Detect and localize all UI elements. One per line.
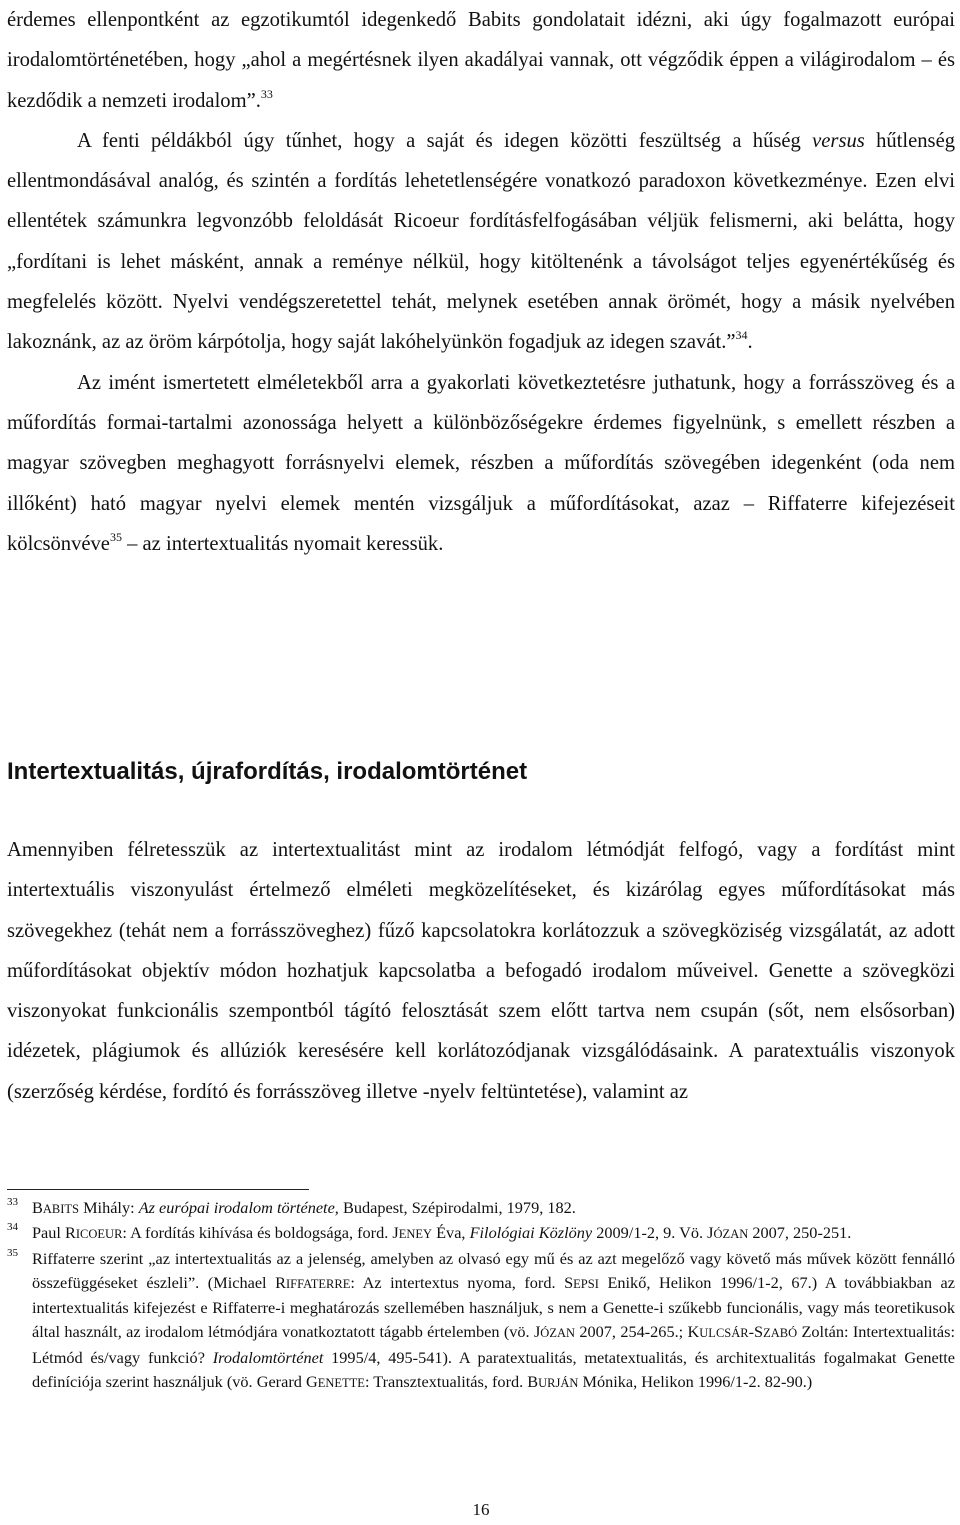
footnote-text: 2007, 250-251. [748, 1223, 852, 1243]
paragraph [7, 121, 955, 363]
page-number: 16 [472, 1500, 490, 1519]
footnote-text: Riffaterre szerint „az intertextualitás az a jelenség, amelyben az olvasó egy mű és az azt megelőző vagy követő más művek között fennálló összefüggéseket észleli”. (Michael R [32, 1248, 955, 1292]
footnote-33 [7, 1196, 955, 1221]
small-caps-text: ENETTE [317, 1376, 365, 1391]
paragraph-text: Az imént ismertetett elméletekből arra a gyakorlati következtetésre juthatunk, hogy a forrásszöveg és a műfordítás formai-tartalmi azonossága helyett a különbözőségekre érdemes figyelnünk, s emellett részben a magyar szövegben meghagyott forrásnyelvi elemek, részben a műfordítás szövegében idegenként (oda nem illőként) ható magyar nyelvi elemek mentén vizsgáljuk a műfordításokat, azaz – Riffaterre kifejezéseit kölcsönvéve [7, 371, 955, 555]
footnote-text: -S [748, 1322, 764, 1342]
small-caps-text: ULCSÁR [699, 1326, 749, 1341]
footnote-text: 2009/1-2, 9. Vö. J [592, 1223, 714, 1243]
footnote-text: Mihály: [79, 1198, 139, 1217]
paragraph-text: hűtlenség ellentmondásával analóg, és szintén a fordítás lehetetlenségére vonatkozó paradoxon következménye. Ezen elvi ellentétek számunkra legvonzóbb feloldását Ricoeur fordításfelfogásában véljük felismerni, aki belátta, hogy „fordítani is lehet másként, annak a reménye nélkül, hogy kitöltenénk a távolságot teljes egyenértékűség és megfelelés között. Nyelvi vendégszeretettel tehát, melynek esetében annak örömét, hogy a másik nyelvében lakoznánk, az az öröm kárpótolja, hogy saját lakóhelyünkön fogadjuk az idegen szavát.” [7, 129, 956, 354]
body-text [7, 0, 955, 564]
footnote-number: 35 [7, 1246, 18, 1259]
punctuation: . [747, 331, 753, 354]
footnotes [7, 1196, 955, 1395]
footnote-text: Zoltán: Intertextualitás: Létmód és/vagy funkció? [32, 1322, 955, 1367]
small-caps-text: ENEY [398, 1227, 433, 1242]
footnote-ref[interactable]: 33 [260, 86, 273, 101]
paragraph [7, 0, 955, 121]
book-title: Az európai irodalom története, [138, 1198, 339, 1217]
section-heading: Intertextualitás, újrafordítás, irodalomtörténet [7, 758, 528, 785]
small-caps-text: IFFATERRE [286, 1276, 351, 1291]
footnote-ref[interactable]: 34 [735, 328, 748, 343]
small-caps-text: ÓZAN [540, 1326, 576, 1341]
footnote-number: 33 [7, 1196, 18, 1208]
journal-title: Filológiai Közlöny [469, 1223, 593, 1243]
paragraph: Amennyiben félretesszük az intertextualitást mint az irodalom létmódját felfogó, vagy a fordítást mint intertextuális viszonyulást értelmező elméleti megközelítéseket, és kizárólag egyes műfordításokat más szövegekhez (tehát nem a forrásszöveghez) fűző kapcsolatokra korlátozzuk a szövegköziség vizsgálatát, az adott műfordításokat objektív módon hozhatjuk kapcsolatba a befogadó irodalom műveivel. Genette a szövegközi viszonyokat funkcionális szempontból tágító felosztását szem előtt tartva nem csupán (sőt, nem elsősorban) idézetek, plágiumok és allúziók keresésére kell korlátozódjanak vizsgálódásaink. A paratextuális viszonyok (szerzőség kérdése, fordító és forrásszöveg illetve -nyelv feltüntetése), valamint az [7, 839, 955, 1103]
emphasis: versus [812, 129, 865, 152]
small-caps-text: ÓZAN [713, 1227, 749, 1242]
paragraph-text: érdemes ellenpontként az egzotikumtól idegenkedő Babits gondolatait idézni, aki úgy fogalmazott európai irodalomtörténetében, hogy „ahol a megértésnek ilyen akadályai vannak, ott végződik éppen a világirodalom – és kezdődik a nemzeti irodalom”. [7, 9, 955, 112]
footnote-text: B [32, 1198, 43, 1217]
paragraph [7, 363, 955, 564]
footnote-text: 2007, 254-265.; K [575, 1322, 700, 1342]
footnote-text: : Az intertextus nyoma, ford. S [350, 1272, 574, 1292]
small-caps-text: ABITS [42, 1202, 79, 1216]
footnote-separator [7, 1189, 309, 1190]
paragraph-text: – az intertextualitás nyomait keressük. [121, 532, 444, 555]
footnote-ref[interactable]: 35 [109, 529, 122, 544]
footnote-text: Mónika, Helikon 1996/1-2. 82-90.) [578, 1372, 813, 1392]
small-caps-text: ICOEUR [75, 1227, 123, 1242]
document-page [7, 0, 955, 1525]
section-body [7, 830, 955, 1112]
small-caps-text: ZABÓ [763, 1326, 798, 1341]
footnote-number: 34 [7, 1221, 18, 1234]
footnote-text: Budapest, Szépirodalmi, 1979, 182. [338, 1198, 576, 1217]
footnote-text: : A fordítás kihívása és boldogsága, ford. J [122, 1223, 399, 1243]
footnote-text: : Transztextualitás, ford. B [364, 1372, 539, 1392]
small-caps-text: EPSI [573, 1276, 599, 1291]
footnote-text: Éva, [432, 1223, 470, 1243]
footnote-text: Paul R [32, 1223, 76, 1243]
journal-title: Irodalomtörténet [212, 1347, 324, 1367]
small-caps-text: URJÁN [538, 1376, 579, 1391]
footnote-text: 1995/4, 495-541). A paratextualitás, metatextualitás, és architextualitás fogalmakat Genette definíciója szerint használjuk (vö. Gerard G [32, 1347, 955, 1392]
footnote-35 [7, 1247, 955, 1396]
paragraph-text: A fenti példákból úgy tűnhet, hogy a saját és idegen közötti feszültség a hűség [77, 129, 813, 152]
footnote-34 [7, 1221, 955, 1246]
footnote-text: Enikő, Helikon 1996/1-2, 67.) A továbbiakban az intertextualitás kifejezést e Riffaterre-i meghatározás szellemében használjuk, s nem a Genette-i szűkebb funcionális, vagy más teoretikusok által használt, az irodalom létmódjára vonatkoztatott tágabb értelemben (vö. J [32, 1272, 955, 1342]
